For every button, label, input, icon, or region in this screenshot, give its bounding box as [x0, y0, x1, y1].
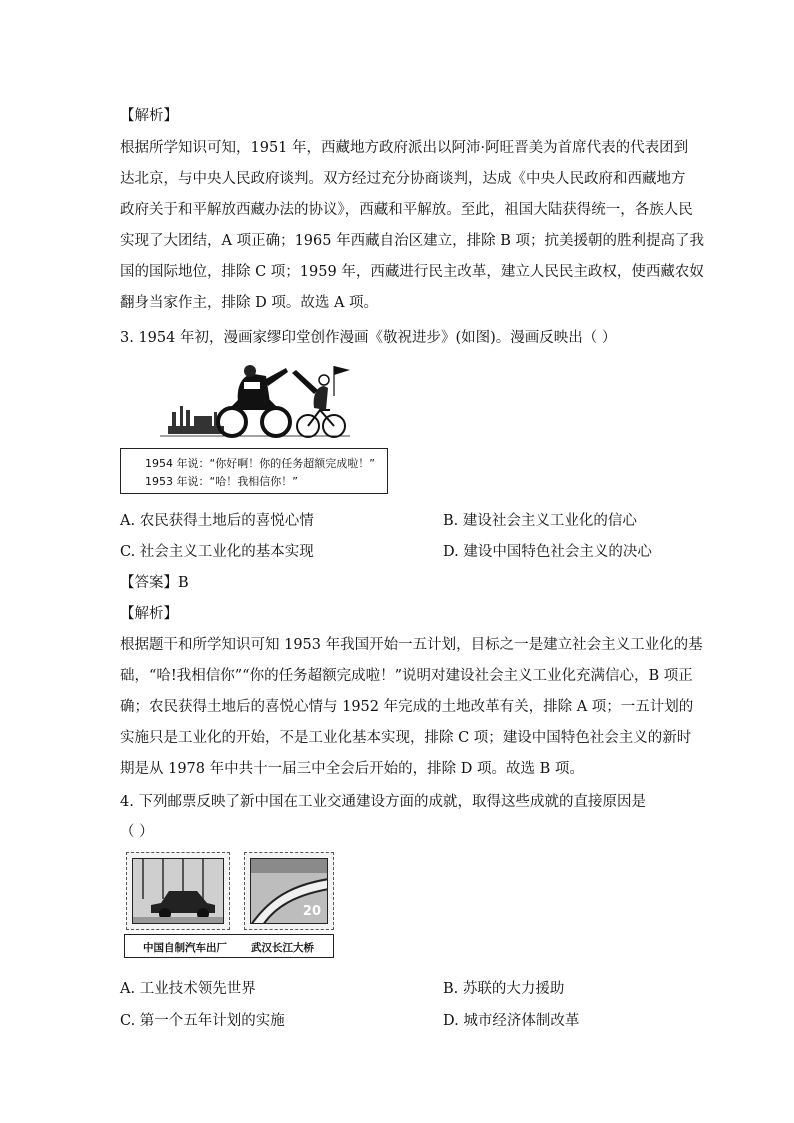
option-text: 农民获得土地后的喜悦心情 — [139, 513, 314, 529]
option-a — [120, 977, 256, 998]
stamp-car-illustration — [133, 859, 224, 924]
stamp-bridge — [244, 852, 334, 930]
stamp-denomination: 20 — [302, 904, 321, 919]
option-letter: D. — [443, 1013, 459, 1029]
option-d — [443, 1009, 579, 1030]
option-text: 建设中国特色社会主义的决心 — [463, 544, 652, 560]
analysis-line: 确；农民获得土地后的喜悦心情与 1952 年完成的土地改革有关，排除 A 项；一五计划的 — [120, 699, 694, 715]
stamps-figure — [124, 848, 334, 962]
stamp-car — [126, 852, 230, 930]
question-3-stem: 3. 1954 年初，漫画家缪印堂创作漫画《敬祝进步》(如图)。漫画反映出（ ） — [120, 330, 617, 346]
answer-label: 【答案】B — [120, 575, 189, 591]
question-4-stem-bracket: （ ） — [120, 824, 154, 840]
option-text: 第一个五年计划的实施 — [139, 1013, 285, 1029]
option-letter: A. — [120, 981, 136, 997]
option-letter: A. — [120, 513, 136, 529]
option-letter: D. — [443, 544, 459, 560]
analysis-line: 实现了大团结，A 项正确；1965 年西藏自治区建立，排除 B 项；抗美援朝的胜利提高了我 — [120, 233, 704, 249]
analysis-line: 政府关于和平解放西藏办法的协议》，西藏和平解放。至此，祖国大陆获得统一，各族人民 — [120, 202, 693, 218]
option-text: 城市经济体制改革 — [463, 1013, 580, 1029]
option-b — [443, 977, 564, 998]
stamp-caption-bridge: 武汉长江大桥 — [251, 942, 314, 954]
option-text: 社会主义工业化的基本实现 — [139, 544, 314, 560]
analysis-line: 国的国际地位，排除 C 项；1959 年，西藏进行民主改革，建立人民民主政权，使西藏农奴 — [120, 264, 704, 280]
question-4-stem: 4. 下列邮票反映了新中国在工业交通建设方面的成就，取得这些成就的直接原因是 — [120, 794, 646, 810]
option-letter: B. — [443, 513, 459, 529]
analysis-line: 实施只是工业化的开始，不是工业化基本实现，排除 C 项；建设中国特色社会主义的新时 — [120, 730, 692, 746]
option-text: 苏联的大力援助 — [462, 981, 565, 997]
analysis-line: 根据题干和所学知识可知 1953 年我国开始一五计划，目标之一是建立社会主义工业化的基 — [120, 637, 703, 653]
option-letter: B. — [443, 981, 459, 997]
option-text: 建设社会主义工业化的信心 — [462, 513, 637, 529]
cartoon-figure — [120, 362, 390, 498]
option-letter: C. — [120, 544, 136, 560]
analysis-heading: 【解析】 — [120, 606, 178, 622]
analysis-line: 翻身当家作主，排除 D 项。故选 A 项。 — [120, 295, 379, 311]
option-c — [120, 540, 314, 561]
option-d — [443, 540, 652, 561]
option-b — [443, 509, 637, 530]
option-letter: C. — [120, 1013, 136, 1029]
analysis-heading: 【解析】 — [120, 108, 178, 124]
stamp-caption-car: 中国自制汽车出厂 — [143, 942, 227, 954]
option-text: 工业技术领先世界 — [139, 981, 256, 997]
stamp-caption-box — [124, 934, 334, 958]
cartoon-illustration — [120, 362, 390, 450]
analysis-line: 础，“哈!我相信你”“你的任务超额完成啦！”说明对建设社会主义工业化充满信心，B 项正 — [120, 668, 693, 684]
option-c — [120, 1009, 285, 1030]
analysis-line: 期是从 1978 年中共十一届三中全会后开始的，排除 D 项。故选 B 项。 — [120, 761, 584, 777]
option-a — [120, 509, 314, 530]
analysis-line: 达北京，与中央人民政府谈判。双方经过充分协商谈判，达成《中央人民政府和西藏地方 — [120, 171, 686, 187]
cartoon-caption-box — [120, 448, 388, 494]
analysis-line: 根据所学知识可知，1951 年，西藏地方政府派出以阿沛·阿旺晋美为首席代表的代表团到 — [120, 140, 689, 156]
cartoon-caption-1953: 1953 年说：“哈！我相信你！” — [145, 475, 298, 488]
cartoon-caption-1954: 1954 年说：“你好啊！你的任务超额完成啦！” — [145, 457, 375, 470]
